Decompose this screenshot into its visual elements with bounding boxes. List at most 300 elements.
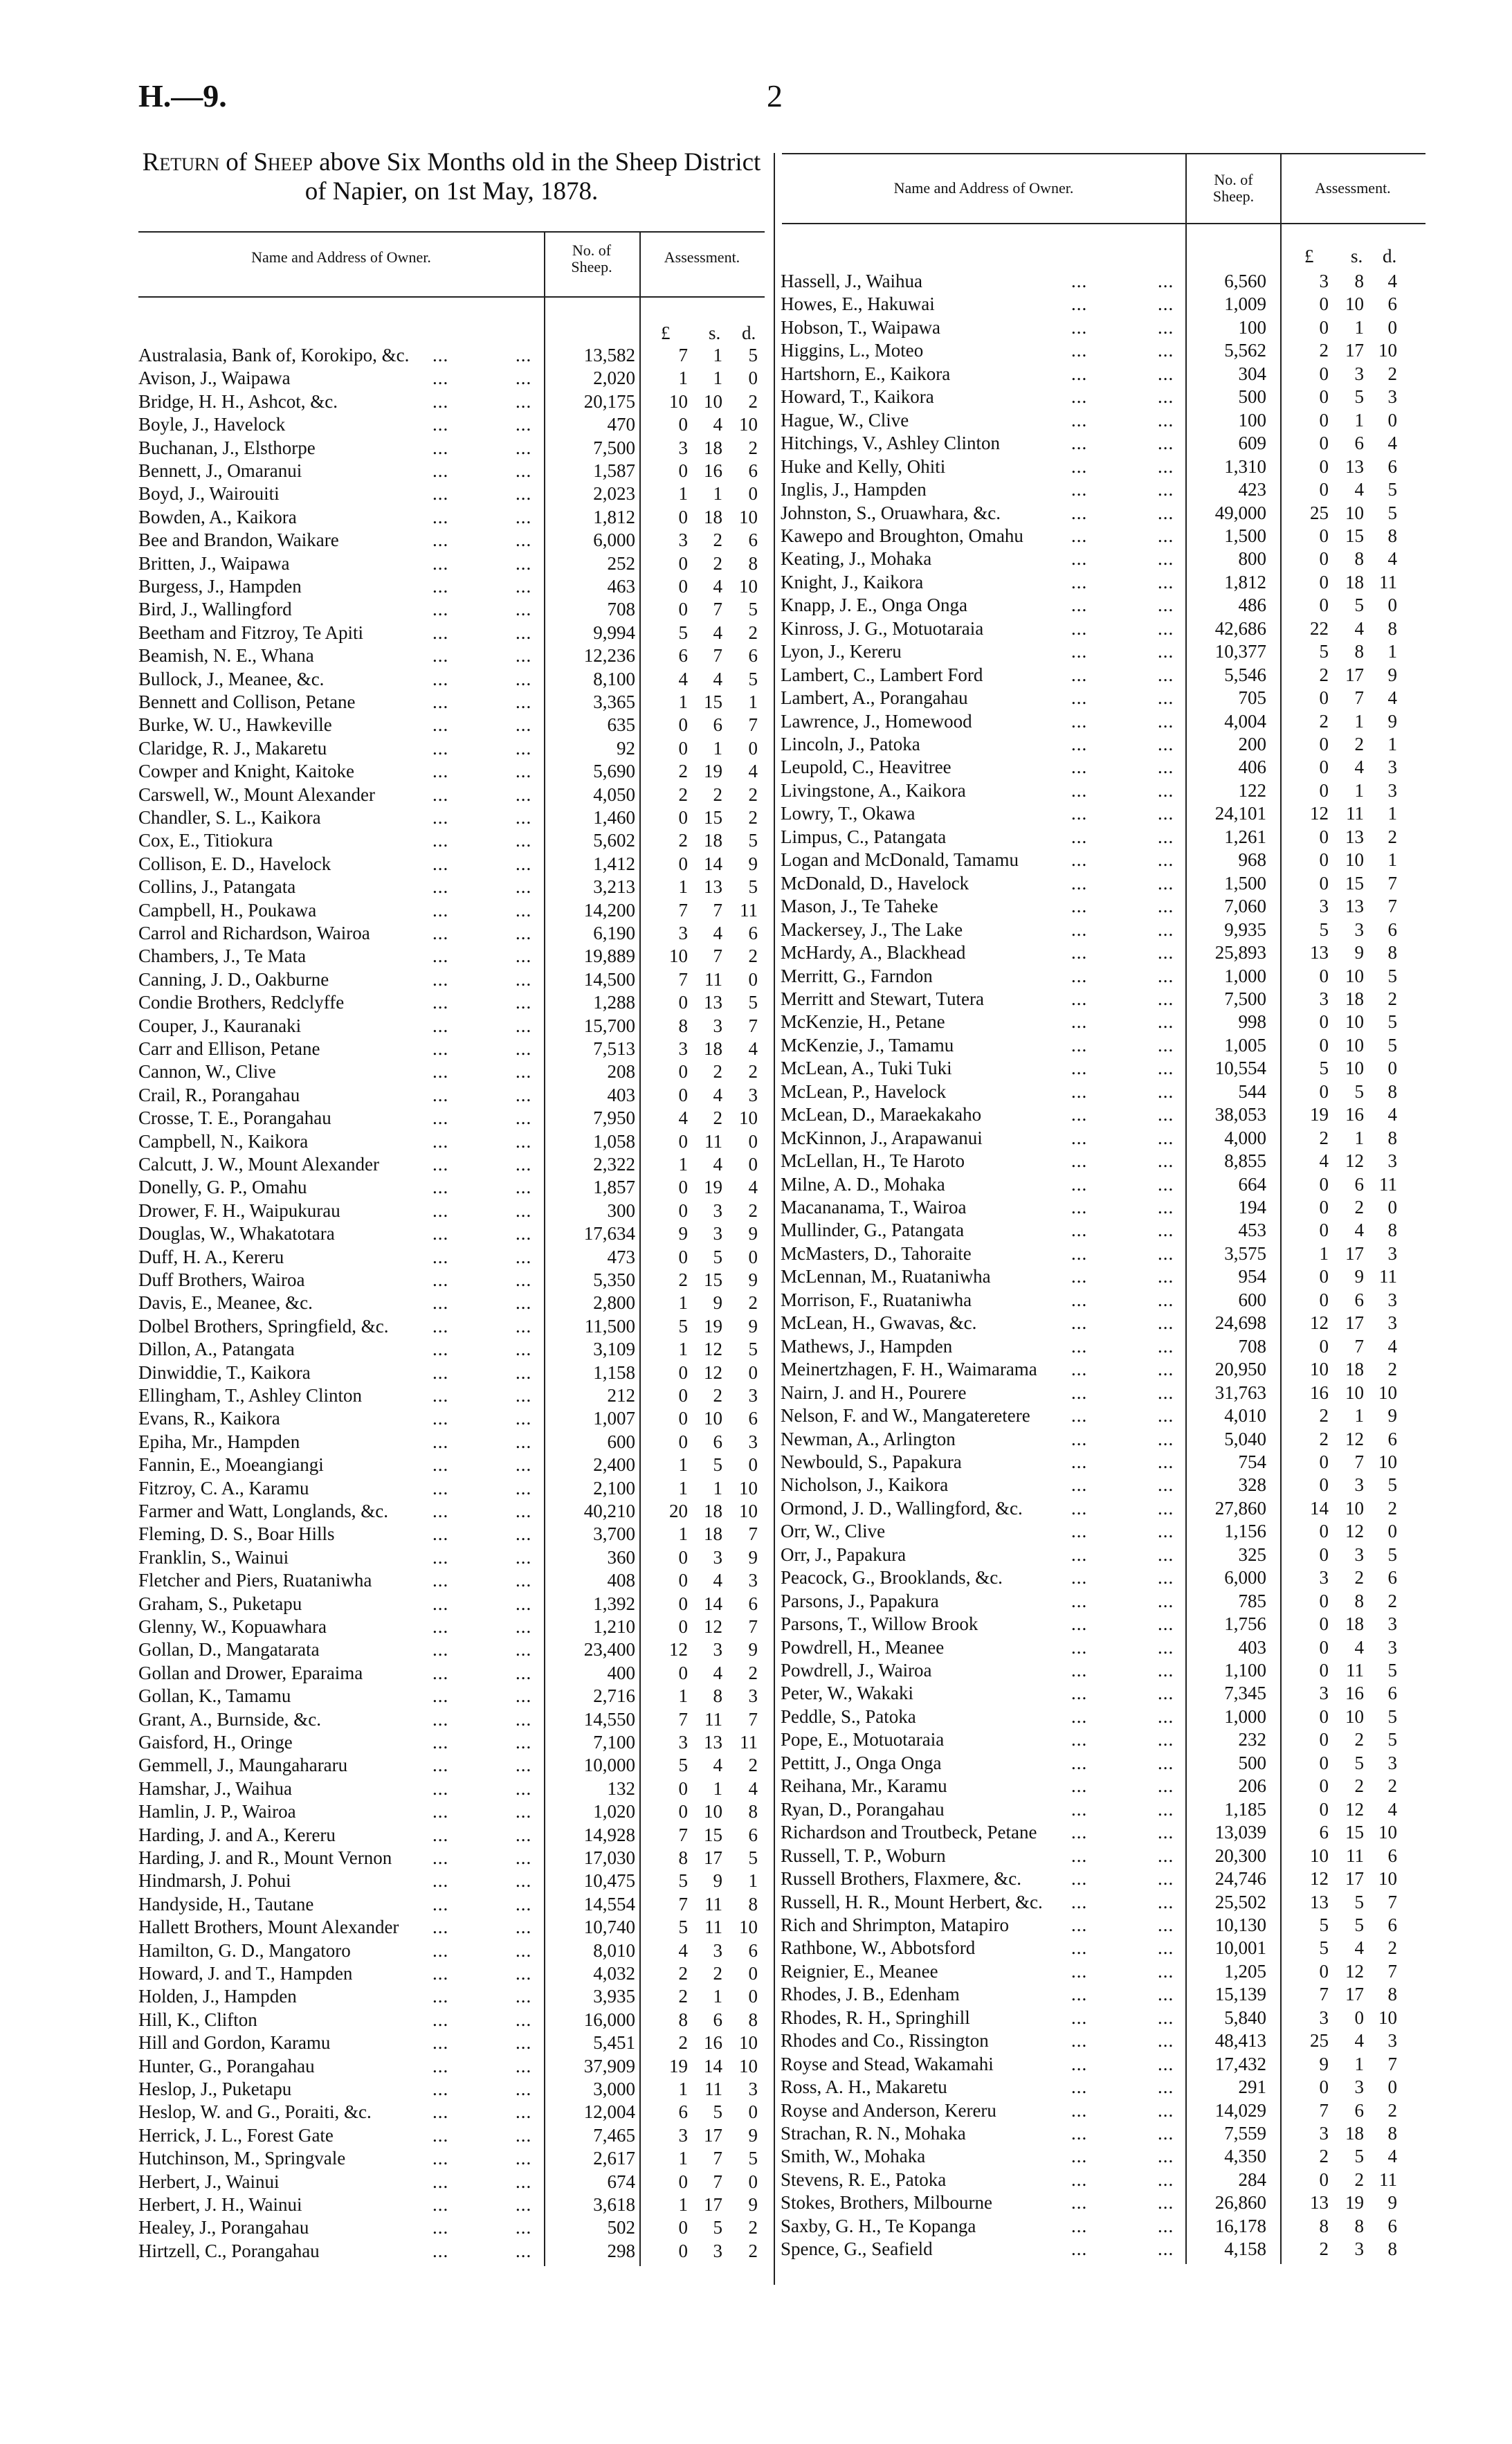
leader-dots: ... [1158, 2146, 1174, 2167]
assessment-shillings: 1 [1354, 710, 1364, 732]
table-row [781, 1613, 1426, 1636]
assessment-shillings: 18 [704, 437, 722, 458]
assessment-shillings: 4 [713, 668, 722, 689]
assessment-pence: 0 [1387, 409, 1397, 431]
owner-name: Howard, T., Kaikora [781, 386, 934, 408]
table-row [138, 1130, 765, 1153]
leader-dots: ... [516, 1223, 532, 1244]
assessment-pence: 4 [748, 761, 758, 782]
sheep-count: 1,185 [1224, 1798, 1266, 1820]
sheep-count: 1,210 [593, 1616, 635, 1637]
leader-dots: ... [1071, 1104, 1088, 1125]
owner-name: Hamilton, G. D., Mangatoro [138, 1939, 351, 1961]
sheep-count: 1,100 [1224, 1660, 1266, 1681]
leader-dots: ... [1071, 1590, 1088, 1611]
leader-dots: ... [1071, 1220, 1088, 1241]
assessment-pence: 0 [1387, 595, 1397, 616]
assessment-shillings: 7 [713, 2171, 722, 2192]
leader-dots: ... [1071, 1937, 1088, 1959]
owner-name: Inglis, J., Hampden [781, 479, 927, 500]
assessment-shillings: 14 [704, 2055, 722, 2076]
assessment-pence: 10 [739, 1107, 758, 1129]
table-row [138, 829, 765, 852]
sheep-count: 400 [607, 1662, 635, 1683]
assessment-pence: 1 [748, 691, 758, 712]
leader-dots: ... [432, 784, 449, 805]
assessment-pounds: 0 [678, 807, 688, 828]
assessment-pence: 7 [1387, 872, 1397, 894]
assessment-pounds: 7 [678, 345, 688, 365]
assessment-shillings: 8 [1354, 2215, 1364, 2236]
assessment-shillings: 7 [713, 945, 722, 967]
assessment-pounds: 0 [1319, 1173, 1329, 1195]
assessment-pounds: 3 [1319, 271, 1329, 291]
assessment-pounds: 0 [1319, 316, 1329, 338]
sheep-count: 15,139 [1214, 1984, 1266, 2005]
table-row [781, 756, 1426, 779]
assessment-pounds: 0 [1319, 433, 1329, 454]
assessment-shillings: 10 [1345, 1034, 1364, 1056]
table-row [781, 1127, 1426, 1150]
sheep-count: 2,716 [593, 1685, 635, 1707]
sheep-count: 284 [1238, 2169, 1266, 2190]
assessment-pounds: 2 [1319, 2146, 1329, 2167]
sheep-count: 11,500 [584, 1315, 635, 1337]
assessment-pounds: 2 [678, 2032, 688, 2054]
assessment-pounds: 0 [678, 1616, 688, 1637]
assessment-pounds: 0 [678, 576, 688, 597]
sheep-count: 24,101 [1214, 803, 1266, 824]
assessment-pence: 5 [748, 992, 758, 1013]
assessment-pence: 2 [1387, 1359, 1397, 1380]
owner-name: Lyon, J., Kereru [781, 641, 902, 662]
leader-dots: ... [1071, 571, 1088, 592]
assessment-shillings: 11 [1346, 1845, 1364, 1866]
assessment-shillings: 3 [713, 2240, 722, 2261]
assessment-pounds: 0 [1319, 1197, 1329, 1218]
leader-dots: ... [432, 1431, 449, 1452]
leader-dots: ... [1071, 502, 1088, 523]
sheep-count: 1,007 [593, 1408, 635, 1429]
assessment-shillings: 1 [713, 483, 722, 505]
assessment-shillings: 5 [713, 1454, 722, 1476]
owner-name: Mathews, J., Hampden [781, 1335, 953, 1357]
assessment-shillings: 12 [704, 1339, 722, 1360]
owner-name: Howard, J. and T., Hampden [138, 1963, 353, 1984]
assessment-pence: 9 [748, 1546, 758, 1568]
sheep-count: 7,100 [593, 1732, 635, 1753]
table-row [781, 872, 1426, 895]
leader-dots: ... [1071, 1451, 1088, 1472]
assessment-shillings: 16 [704, 460, 722, 481]
assessment-pounds: 25 [1310, 502, 1329, 523]
owner-name: Rhodes and Co., Rissington [781, 2030, 989, 2052]
assessment-pence: 2 [748, 1061, 758, 1083]
table-row [138, 413, 765, 436]
assessment-pounds: 5 [678, 1315, 688, 1337]
leader-dots: ... [432, 1708, 449, 1730]
leader-dots: ... [516, 968, 532, 990]
table-row [138, 945, 765, 968]
assessment-pence: 4 [1387, 2146, 1397, 2167]
assessment-pounds: 0 [1319, 455, 1329, 477]
title-rest: above Six Months old in the Sheep District of Napier, on 1st May, 1878. [304, 148, 761, 206]
assessment-pence: 3 [1387, 1636, 1397, 1658]
table-row [781, 826, 1426, 849]
assessment-shillings: 15 [1345, 525, 1364, 546]
table-row [781, 1845, 1426, 1867]
assessment-pounds: 3 [678, 2124, 688, 2146]
sheep-count: 194 [1238, 1197, 1266, 1218]
assessment-pounds: 10 [669, 945, 688, 967]
leader-dots: ... [516, 2240, 532, 2261]
owner-name: Milne, A. D., Mohaka [781, 1173, 945, 1195]
sheep-count: 486 [1238, 595, 1266, 616]
owner-name: Keating, J., Mohaka [781, 548, 932, 570]
leader-dots: ... [1071, 1335, 1088, 1357]
sheep-count: 200 [1238, 734, 1266, 754]
table-row [781, 2238, 1426, 2261]
assessment-pounds: 0 [1319, 1220, 1329, 1241]
assessment-pence: 2 [1387, 988, 1397, 1009]
assessment-pence: 7 [748, 1708, 758, 1730]
owner-name: Holden, J., Hampden [138, 1986, 297, 2007]
assessment-pounds: 3 [1319, 896, 1329, 917]
assessment-shillings: 13 [704, 992, 722, 1013]
sheep-count: 16,000 [583, 2009, 635, 2030]
sheep-count: 998 [1238, 1011, 1266, 1033]
owner-name: Davis, E., Meanee, &c. [138, 1292, 313, 1314]
leader-dots: ... [1071, 2238, 1088, 2260]
assessment-shillings: 18 [1345, 1359, 1364, 1380]
owner-name: Harding, J. and R., Mount Vernon [138, 1847, 392, 1868]
leader-dots: ... [1071, 1058, 1088, 1079]
sheep-count: 14,500 [583, 968, 635, 990]
assessment-pence: 8 [1387, 1080, 1397, 1102]
table-row [781, 2029, 1426, 2052]
sheep-count: 14,200 [583, 899, 635, 921]
leader-dots: ... [1158, 641, 1174, 662]
assessment-pence: 2 [748, 2217, 758, 2238]
leader-dots: ... [1158, 455, 1174, 477]
assessment-pence: 10 [739, 2055, 758, 2076]
owner-name: Lambert, A., Porangahau [781, 687, 968, 709]
assessment-shillings: 13 [704, 876, 722, 898]
leader-dots: ... [516, 1523, 532, 1545]
assessment-shillings: 6 [713, 714, 722, 736]
assessment-pence: 7 [1387, 1960, 1397, 1982]
leader-dots: ... [1158, 710, 1174, 732]
table-row [138, 1222, 765, 1245]
assessment-shillings: 1 [713, 1477, 722, 1499]
assessment-pounds: 0 [1319, 2169, 1329, 2190]
assessment-pounds: 1 [678, 2194, 688, 2215]
leader-dots: ... [1158, 1798, 1174, 1820]
leader-dots: ... [432, 1755, 449, 1776]
assessment-pence: 5 [1387, 965, 1397, 986]
leader-dots: ... [516, 784, 532, 805]
assessment-pence: 6 [748, 645, 758, 667]
sheep-count: 15,700 [583, 1015, 635, 1036]
leader-dots: ... [516, 2009, 532, 2030]
leader-dots: ... [1158, 1451, 1174, 1472]
sheep-count: 5,690 [593, 761, 635, 782]
assessment-pence: 11 [740, 1732, 758, 1753]
leader-dots: ... [1071, 1567, 1088, 1588]
assessment-pounds: 0 [678, 1385, 688, 1406]
leader-dots: ... [432, 761, 449, 782]
assessment-shillings: 15 [704, 1269, 722, 1290]
leader-dots: ... [1158, 1058, 1174, 1079]
table-row [138, 1084, 765, 1107]
assessment-shillings: 8 [1354, 271, 1364, 291]
sheep-count: 1,005 [1224, 1034, 1266, 1056]
assessment-pence: 5 [748, 1339, 758, 1360]
leader-dots: ... [1071, 479, 1088, 500]
assessment-pence: 10 [739, 576, 758, 597]
sheep-count: 1,500 [1224, 872, 1266, 894]
leader-dots: ... [516, 1177, 532, 1198]
leader-dots: ... [516, 1662, 532, 1683]
assessment-shillings: 16 [1345, 1683, 1364, 1704]
leader-dots: ... [516, 1385, 532, 1406]
leader-dots: ... [1071, 1914, 1088, 1935]
assessment-pounds: 12 [669, 1639, 688, 1660]
assessment-pounds: 0 [678, 2217, 688, 2238]
leader-dots: ... [1158, 1822, 1174, 1843]
assessment-pounds: 0 [678, 737, 688, 759]
assessment-pence: 9 [1387, 710, 1397, 732]
table-row [781, 640, 1426, 663]
assessment-pounds: 0 [678, 2171, 688, 2192]
assessment-pounds: 0 [1319, 1451, 1329, 1472]
owner-name: Cannon, W., Clive [138, 1061, 276, 1083]
leader-dots: ... [1158, 595, 1174, 616]
assessment-shillings: 4 [713, 1570, 722, 1591]
sheep-count: 252 [607, 552, 635, 574]
sheep-count: 7,559 [1224, 2123, 1266, 2144]
assessment-pounds: 0 [678, 1431, 688, 1452]
leader-dots: ... [1071, 1845, 1088, 1866]
assessment-pounds: 1 [1319, 1242, 1329, 1264]
assessment-pence: 10 [739, 506, 758, 527]
assessment-pounds: 0 [678, 552, 688, 574]
assessment-pence: 6 [1387, 1683, 1397, 1704]
owner-name: Graham, S., Puketapu [138, 1593, 302, 1614]
assessment-pounds: 19 [1310, 1104, 1329, 1125]
table-row [781, 1520, 1426, 1543]
owner-name: Merritt and Stewart, Tutera [781, 988, 984, 1009]
table-row [138, 737, 765, 760]
owner-name: Dolbel Brothers, Springfield, &c. [138, 1315, 389, 1337]
leader-dots: ... [516, 1107, 532, 1129]
assessment-shillings: 2 [713, 1061, 722, 1083]
leader-dots: ... [432, 1870, 449, 1892]
owner-name: Gaisford, H., Oringe [138, 1732, 293, 1753]
assessment-pounds: 5 [1319, 641, 1329, 662]
assessment-shillings: 7 [1354, 1335, 1364, 1357]
owner-name: Nairn, J. and H., Pourere [781, 1382, 967, 1403]
table-row [781, 1242, 1426, 1265]
leader-dots: ... [1158, 1197, 1174, 1218]
leader-dots: ... [1071, 641, 1088, 662]
assessment-pounds: 0 [1319, 1544, 1329, 1565]
table-row [781, 1080, 1426, 1103]
sheep-count: 1,756 [1224, 1613, 1266, 1635]
leader-dots: ... [432, 2032, 449, 2054]
sheep-count: 7,513 [593, 1038, 635, 1059]
leader-dots: ... [1158, 826, 1174, 847]
owner-name: McHardy, A., Blackhead [781, 942, 966, 963]
leader-dots: ... [1071, 1960, 1088, 1982]
assessment-pence: 0 [748, 1154, 758, 1175]
assessment-shillings: 10 [704, 390, 722, 412]
sheep-count: 49,000 [1214, 502, 1266, 523]
assessment-pounds: 2 [1319, 1428, 1329, 1449]
assessment-shillings: 18 [704, 1523, 722, 1545]
table-row [138, 1107, 765, 1130]
leader-dots: ... [516, 1361, 532, 1383]
assessment-pence: 3 [1387, 1613, 1397, 1635]
owner-name: Stokes, Brothers, Milbourne [781, 2192, 992, 2214]
leader-dots: ... [516, 1408, 532, 1429]
assessment-pounds: 3 [678, 923, 688, 943]
leader-dots: ... [516, 2124, 532, 2146]
sheep-count: 17,432 [1214, 2053, 1266, 2074]
owner-name: Nicholson, J., Kaikora [781, 1474, 949, 1496]
leader-dots: ... [432, 807, 449, 828]
table-row [781, 849, 1426, 871]
assessment-pence: 9 [748, 1639, 758, 1660]
table-row [781, 1196, 1426, 1219]
assessment-pence: 6 [748, 460, 758, 481]
assessment-pounds: 0 [1319, 965, 1329, 986]
table-title [138, 148, 765, 206]
leader-dots: ... [1071, 1822, 1088, 1843]
leader-dots: ... [516, 2148, 532, 2169]
owner-name: Hunter, G., Porangahau [138, 2055, 315, 2076]
leader-dots: ... [1071, 1150, 1088, 1172]
left-unit-pence: d. [742, 323, 756, 343]
assessment-pence: 0 [748, 2171, 758, 2192]
leader-dots: ... [1158, 2030, 1174, 2052]
owner-name: Gollan, K., Tamamu [138, 1685, 291, 1707]
assessment-pounds: 0 [1319, 826, 1329, 847]
assessment-pounds: 0 [678, 1361, 688, 1383]
leader-dots: ... [516, 1917, 532, 1938]
assessment-pounds: 3 [1319, 2123, 1329, 2144]
leader-dots: ... [1071, 1752, 1088, 1773]
sheep-count: 470 [607, 414, 635, 435]
leader-dots: ... [1071, 757, 1088, 778]
assessment-pounds: 0 [1319, 1266, 1329, 1287]
table-row [781, 1382, 1426, 1404]
sheep-count: 10,740 [583, 1917, 635, 1938]
leader-dots: ... [1071, 548, 1088, 570]
sheep-count: 6,000 [593, 529, 635, 551]
assessment-pounds: 0 [678, 1200, 688, 1221]
assessment-pounds: 6 [678, 2101, 688, 2123]
assessment-pence: 6 [1387, 1914, 1397, 1935]
assessment-shillings: 18 [704, 1038, 722, 1059]
owner-name: Carrol and Richardson, Wairoa [138, 923, 370, 943]
assessment-pence: 0 [748, 1361, 758, 1383]
leader-dots: ... [1071, 1868, 1088, 1890]
assessment-pence: 10 [739, 414, 758, 435]
assessment-pounds: 25 [1310, 2030, 1329, 2052]
assessment-pounds: 7 [1319, 1984, 1329, 2005]
assessment-shillings: 5 [1354, 1914, 1364, 1935]
assessment-pounds: 3 [1319, 1683, 1329, 1704]
leader-dots: ... [516, 622, 532, 643]
leader-dots: ... [1158, 872, 1174, 894]
leader-dots: ... [516, 1732, 532, 1753]
assessment-pounds: 9 [678, 1223, 688, 1244]
leader-dots: ... [1158, 1220, 1174, 1241]
sheep-count: 3,000 [593, 2079, 635, 2099]
assessment-pounds: 1 [678, 1477, 688, 1499]
assessment-shillings: 17 [1345, 1242, 1364, 1264]
leader-dots: ... [1158, 2007, 1174, 2028]
leader-dots: ... [432, 1339, 449, 1360]
table-row [781, 1451, 1426, 1474]
assessment-pounds: 7 [678, 1824, 688, 1845]
leader-dots: ... [1071, 595, 1088, 616]
leader-dots: ... [1158, 2215, 1174, 2236]
table-row [781, 617, 1426, 640]
owner-name: Lawrence, J., Homewood [781, 710, 972, 732]
leader-dots: ... [1158, 664, 1174, 685]
table-row [781, 1566, 1426, 1589]
leader-dots: ... [1071, 918, 1088, 940]
assessment-pence: 8 [748, 2009, 758, 2030]
leader-dots: ... [432, 1546, 449, 1568]
table-row [781, 1798, 1426, 1821]
sheep-count: 100 [1238, 316, 1266, 338]
assessment-shillings: 17 [1345, 1984, 1364, 2005]
assessment-pounds: 2 [1319, 1127, 1329, 1148]
table-row [138, 1754, 765, 1777]
leader-dots: ... [1158, 386, 1174, 408]
table-row [138, 2124, 765, 2147]
assessment-pounds: 13 [1310, 2192, 1329, 2214]
leader-dots: ... [1071, 664, 1088, 685]
sheep-count: 500 [1238, 1752, 1266, 1773]
leader-dots: ... [432, 2217, 449, 2238]
table-row [781, 1312, 1426, 1334]
sheep-count: 453 [1238, 1220, 1266, 1241]
table-row [138, 1477, 765, 1500]
assessment-shillings: 3 [1354, 1474, 1364, 1496]
assessment-pounds: 6 [678, 645, 688, 667]
assessment-shillings: 5 [1354, 1891, 1364, 1912]
assessment-pounds: 7 [678, 1708, 688, 1730]
assessment-pounds: 12 [1310, 1868, 1329, 1890]
owner-name: Harding, J. and A., Kereru [138, 1824, 336, 1845]
assessment-shillings: 1 [1354, 1127, 1364, 1148]
sheep-count: 1,288 [593, 992, 635, 1013]
assessment-pence: 2 [1387, 363, 1397, 384]
table-row [138, 1615, 765, 1638]
assessment-shillings: 3 [1354, 2076, 1364, 2098]
assessment-pence: 6 [748, 1939, 758, 1961]
table-row [781, 1057, 1426, 1080]
assessment-pounds: 0 [1319, 2076, 1329, 2098]
sheep-count: 24,698 [1214, 1312, 1266, 1334]
assessment-pence: 2 [1387, 1590, 1397, 1611]
table-row [138, 1361, 765, 1384]
right-unit-pounds: £ [1304, 246, 1314, 266]
